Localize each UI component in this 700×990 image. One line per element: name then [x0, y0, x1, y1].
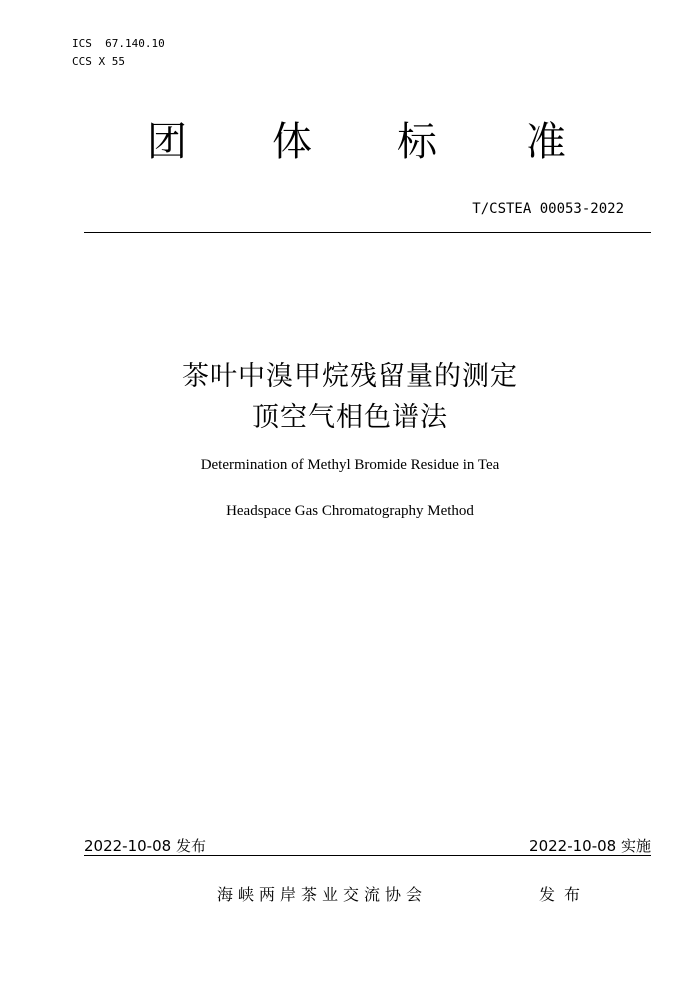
issue-label: 发布: [539, 885, 590, 904]
standard-number: T/CSTEA 00053-2022: [472, 201, 624, 217]
standard-type-char-4: 准: [526, 119, 566, 165]
bottom-divider: [84, 855, 651, 856]
issue-date: 2022-10-08 发布: [84, 837, 206, 855]
ccs-code: CCS X 55: [72, 55, 125, 68]
standard-type-char-3: 标: [397, 119, 437, 165]
standard-type-char-1: 团: [147, 119, 187, 165]
issuing-organization: 海峡两岸茶业交流协会: [217, 885, 428, 904]
title-english-line-1: Determination of Methyl Bromide Residue in Tea: [200, 457, 500, 473]
title-chinese-line-1: 茶叶中溴甲烷残留量的测定: [182, 361, 518, 392]
ics-code: ICS 67.140.10: [72, 37, 165, 50]
implementation-date: 2022-10-08 实施: [529, 837, 651, 855]
standard-type-char-2: 体: [272, 119, 312, 165]
title-english-line-2: Headspace Gas Chromatography Method: [226, 503, 474, 519]
top-divider: [84, 232, 651, 233]
title-chinese-line-2: 顶空气相色谱法: [252, 402, 448, 433]
